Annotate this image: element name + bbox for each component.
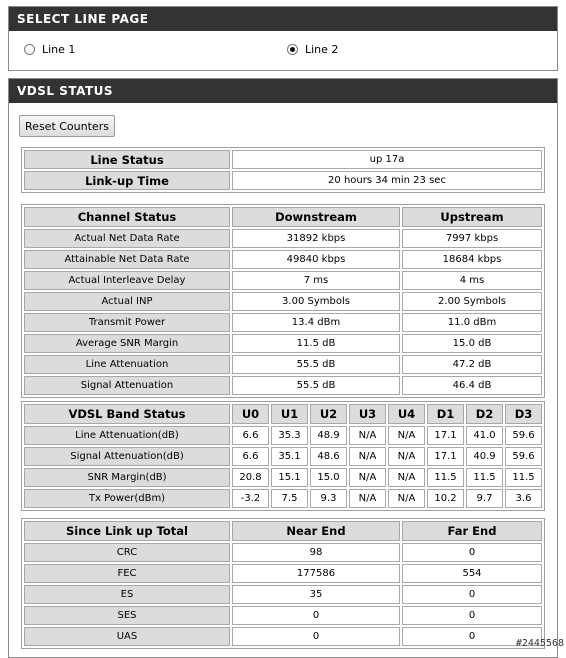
- line-2-radio[interactable]: [287, 44, 298, 55]
- since-row-label: FEC: [24, 564, 230, 583]
- band-header-5: U4: [388, 404, 425, 424]
- band-body: [24, 426, 542, 508]
- channel-row-label: Actual INP: [24, 292, 230, 311]
- channel-cell: 49840 kbps: [232, 250, 400, 269]
- channel-header-row: [24, 207, 542, 227]
- channel-cell: 47.2 dB: [402, 355, 542, 374]
- channel-row-label: Transmit Power: [24, 313, 230, 332]
- band-cell: 3.6: [505, 489, 542, 508]
- since-cell: 0: [232, 606, 400, 625]
- table-row: [24, 313, 542, 332]
- table-row: [24, 606, 542, 625]
- channel-cell: 2.00 Symbols: [402, 292, 542, 311]
- line-status-table: [21, 147, 545, 193]
- channel-cell: 3.00 Symbols: [232, 292, 400, 311]
- since-cell: 0: [232, 627, 400, 646]
- channel-cell: 55.5 dB: [232, 376, 400, 395]
- band-cell: N/A: [388, 489, 425, 508]
- table-row: [24, 250, 542, 269]
- channel-cell: 7 ms: [232, 271, 400, 290]
- since-cell: 0: [402, 543, 542, 562]
- table-row: [24, 447, 542, 466]
- band-cell: 48.6: [310, 447, 347, 466]
- table-row: [24, 468, 542, 487]
- band-header-1: U0: [232, 404, 269, 424]
- band-cell: 9.7: [466, 489, 503, 508]
- band-header-4: U3: [349, 404, 386, 424]
- watermark: #2445568: [515, 638, 564, 649]
- vdsl-status-title: VDSL STATUS: [9, 79, 557, 103]
- since-linkup-table: [21, 518, 545, 649]
- table-row: [24, 627, 542, 646]
- line-status-label: Line Status: [24, 150, 230, 169]
- band-header-row: [24, 404, 542, 424]
- table-row: [24, 376, 542, 395]
- since-row-label: UAS: [24, 627, 230, 646]
- band-cell: 15.1: [271, 468, 308, 487]
- reset-counters-button[interactable]: Reset Counters: [19, 115, 115, 137]
- channel-row-label: Average SNR Margin: [24, 334, 230, 353]
- since-body: [24, 543, 542, 646]
- band-header-8: D3: [505, 404, 542, 424]
- line-status-row: [24, 150, 542, 169]
- since-cell: 0: [402, 627, 542, 646]
- band-cell: 40.9: [466, 447, 503, 466]
- band-cell: N/A: [349, 426, 386, 445]
- band-cell: N/A: [349, 489, 386, 508]
- band-cell: 20.8: [232, 468, 269, 487]
- band-cell: 10.2: [427, 489, 464, 508]
- linkup-time-label: Link-up Time: [24, 171, 230, 190]
- line-1-radio[interactable]: [24, 44, 35, 55]
- table-row: [24, 585, 542, 604]
- since-row-label: CRC: [24, 543, 230, 562]
- channel-cell: 7997 kbps: [402, 229, 542, 248]
- band-row-label: Line Attenuation(dB): [24, 426, 230, 445]
- band-cell: 59.6: [505, 426, 542, 445]
- since-cell: 0: [402, 606, 542, 625]
- band-cell: 17.1: [427, 426, 464, 445]
- band-cell: 11.5: [427, 468, 464, 487]
- table-row: [24, 355, 542, 374]
- since-row-label: ES: [24, 585, 230, 604]
- channel-row-label: Line Attenuation: [24, 355, 230, 374]
- linkup-time-value: 20 hours 34 min 23 sec: [232, 171, 542, 190]
- since-header-row: [24, 521, 542, 541]
- line-2-label: Line 2: [305, 43, 339, 56]
- channel-cell: 4 ms: [402, 271, 542, 290]
- band-row-label: SNR Margin(dB): [24, 468, 230, 487]
- channel-row-label: Actual Net Data Rate: [24, 229, 230, 248]
- band-cell: 48.9: [310, 426, 347, 445]
- band-cell: 35.1: [271, 447, 308, 466]
- since-cell: 98: [232, 543, 400, 562]
- band-cell: N/A: [388, 426, 425, 445]
- band-row-label: Signal Attenuation(dB): [24, 447, 230, 466]
- channel-cell: 11.0 dBm: [402, 313, 542, 332]
- band-cell: -3.2: [232, 489, 269, 508]
- line-1-label: Line 1: [42, 43, 76, 56]
- band-status-table: [21, 401, 545, 511]
- band-cell: 11.5: [466, 468, 503, 487]
- select-line-title: SELECT LINE PAGE: [9, 7, 557, 31]
- table-row: [24, 292, 542, 311]
- channel-cell: 11.5 dB: [232, 334, 400, 353]
- channel-row-label: Signal Attenuation: [24, 376, 230, 395]
- band-cell: 59.6: [505, 447, 542, 466]
- band-row-label: Tx Power(dBm): [24, 489, 230, 508]
- table-row: [24, 543, 542, 562]
- channel-header-2: Upstream: [402, 207, 542, 227]
- band-cell: N/A: [349, 447, 386, 466]
- channel-header-0: Channel Status: [24, 207, 230, 227]
- table-row: [24, 271, 542, 290]
- channel-cell: 15.0 dB: [402, 334, 542, 353]
- table-row: [24, 489, 542, 508]
- table-row: [24, 564, 542, 583]
- band-cell: N/A: [388, 468, 425, 487]
- band-cell: 7.5: [271, 489, 308, 508]
- band-cell: 35.3: [271, 426, 308, 445]
- band-header-6: D1: [427, 404, 464, 424]
- channel-row-label: Attainable Net Data Rate: [24, 250, 230, 269]
- channel-cell: 31892 kbps: [232, 229, 400, 248]
- channel-cell: 18684 kbps: [402, 250, 542, 269]
- table-row: [24, 229, 542, 248]
- linkup-time-row: [24, 171, 542, 190]
- since-header-0: Since Link up Total: [24, 521, 230, 541]
- channel-body: [24, 229, 542, 395]
- band-header-7: D2: [466, 404, 503, 424]
- table-row: [24, 334, 542, 353]
- band-cell: 17.1: [427, 447, 464, 466]
- band-cell: 15.0: [310, 468, 347, 487]
- since-header-2: Far End: [402, 521, 542, 541]
- band-cell: 41.0: [466, 426, 503, 445]
- since-row-label: SES: [24, 606, 230, 625]
- channel-cell: 55.5 dB: [232, 355, 400, 374]
- channel-cell: 13.4 dBm: [232, 313, 400, 332]
- since-cell: 35: [232, 585, 400, 604]
- band-cell: 6.6: [232, 426, 269, 445]
- line-2-option[interactable]: [287, 43, 338, 56]
- table-row: [24, 426, 542, 445]
- vdsl-status-panel: [8, 78, 558, 658]
- band-cell: N/A: [388, 447, 425, 466]
- since-cell: 554: [402, 564, 542, 583]
- select-line-panel: [8, 6, 558, 71]
- channel-header-1: Downstream: [232, 207, 400, 227]
- band-cell: N/A: [349, 468, 386, 487]
- since-header-1: Near End: [232, 521, 400, 541]
- line-status-value: up 17a: [232, 150, 542, 169]
- channel-cell: 46.4 dB: [402, 376, 542, 395]
- channel-row-label: Actual Interleave Delay: [24, 271, 230, 290]
- since-cell: 177586: [232, 564, 400, 583]
- band-cell: 9.3: [310, 489, 347, 508]
- band-header-0: VDSL Band Status: [24, 404, 230, 424]
- since-cell: 0: [402, 585, 542, 604]
- band-cell: 6.6: [232, 447, 269, 466]
- band-cell: 11.5: [505, 468, 542, 487]
- band-header-3: U2: [310, 404, 347, 424]
- line-1-option[interactable]: [24, 43, 75, 56]
- band-header-2: U1: [271, 404, 308, 424]
- channel-status-table: [21, 204, 545, 398]
